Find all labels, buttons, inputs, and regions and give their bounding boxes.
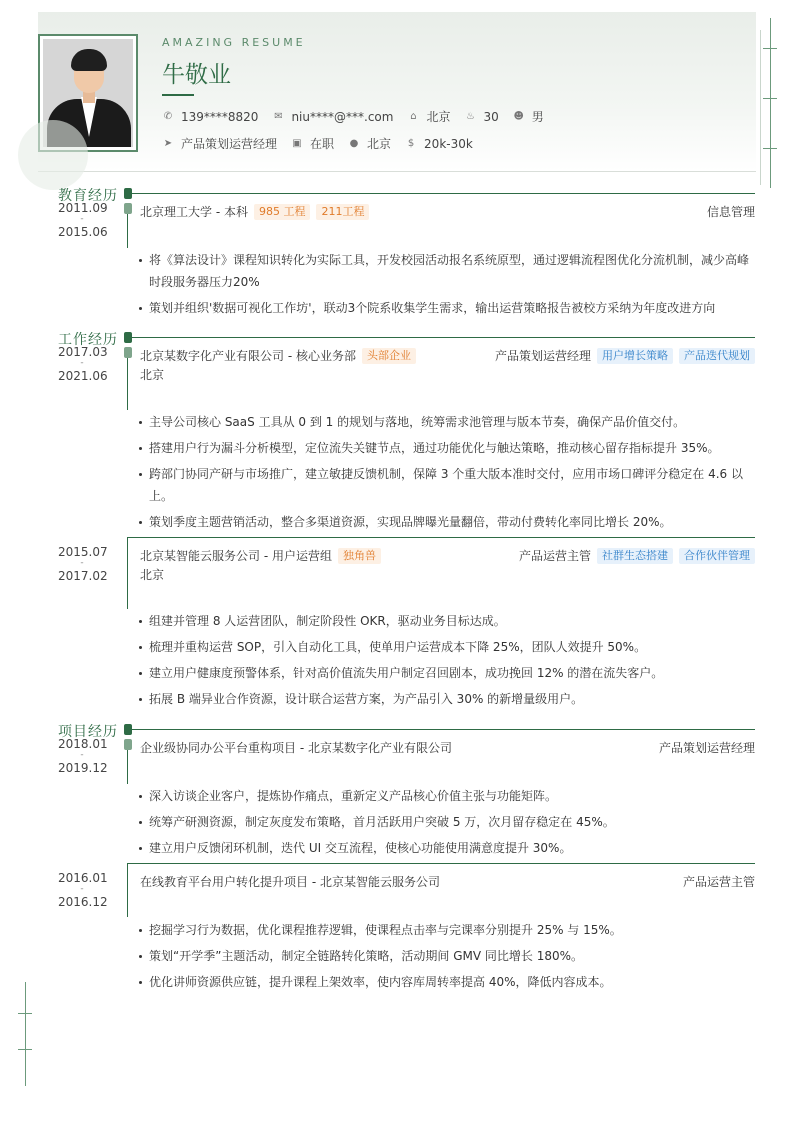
role-tag: 用户增长策略: [597, 348, 673, 364]
role-tag: 社群生态搭建: [597, 548, 673, 564]
education-bullets: [138, 249, 752, 323]
list-item: 拓展 B 端异业合作资源，设计联合运营方案，为产品引入 30% 的新增量级用户。: [138, 688, 752, 710]
project-role: 产品策划运营经理: [658, 741, 755, 755]
entry-start-date: 2016.01: [58, 871, 108, 885]
work-entry-header: [140, 547, 755, 564]
list-item: 策划并组织'数据可视化工作坊'，联动3个院系收集学生需求，输出运营策略报告被校方采纳为年度改进方向: [138, 297, 752, 319]
money-icon: $: [407, 138, 415, 149]
entry-divider: [128, 537, 755, 538]
work-city: 北京: [140, 568, 165, 582]
decorative-line: [760, 30, 761, 185]
section-divider: [130, 729, 755, 730]
entry-start-date: 2017.03: [58, 345, 108, 359]
entry-start-date: 2018.01: [58, 737, 108, 751]
role-tag: 产品迭代规划: [679, 348, 755, 364]
work-entry-header: [140, 347, 755, 364]
date-separator: -: [80, 750, 84, 760]
job-title: 产品运营主管: [518, 549, 591, 563]
list-item: 搭建用户行为漏斗分析模型，定位流失关键节点，通过功能优化与触达策略，推动核心留存指标提升 35%。: [138, 437, 752, 459]
entry-marker: [124, 203, 132, 214]
email-text: niu****@***.com: [291, 109, 394, 124]
entry-marker: [124, 739, 132, 750]
school-tag: 985 工程: [254, 204, 311, 220]
home-icon: ⌂: [410, 111, 417, 122]
project-role: 产品运营主管: [682, 875, 755, 889]
entry-timeline: [127, 358, 128, 410]
section-divider: [130, 193, 755, 194]
project-name: 企业级协同办公平台重构项目 - 北京某数字化产业有限公司: [140, 741, 452, 755]
section-title-education: 教育经历: [58, 188, 118, 204]
home-text: 北京: [426, 110, 451, 124]
decorative-circle: [18, 120, 88, 190]
section-title-work: 工作经历: [58, 332, 118, 348]
entry-start-date: 2011.09: [58, 201, 108, 215]
entry-timeline: [127, 214, 128, 248]
decorative-line: [763, 48, 777, 49]
phone-info: [162, 110, 258, 124]
list-item: 建立用户健康度预警体系，针对高价值流失用户制定召回剧本，成功挽回 12% 的潜在流失客户。: [138, 662, 752, 684]
job-intent-row: [162, 135, 487, 152]
project-bullets: [138, 785, 752, 863]
school-tag: 211工程: [316, 204, 369, 220]
decorative-line: [763, 98, 777, 99]
list-item: 策划“开学季”主题活动，制定全链路转化策略，活动期间 GMV 同比增长 180%。: [138, 945, 752, 967]
entry-start-date: 2015.07: [58, 545, 108, 559]
send-icon: ➤: [163, 138, 173, 149]
candidate-name: 牛敬业: [162, 62, 231, 88]
entry-end-date: 2016.12: [58, 895, 108, 909]
entry-timeline: [127, 863, 128, 917]
list-item: 跨部门协同产研与市场推广，建立敏捷反馈机制，保障 3 个重大版本准时交付，应用市场口碑评分稳定在 4.6 以上。: [138, 463, 752, 507]
contact-info-row: [162, 108, 558, 125]
list-item: 优化讲师资源供应链，提升课程上架效率，使内容库周转率提高 40%，降低内容成本。: [138, 971, 752, 993]
mail-icon: ✉: [274, 111, 283, 122]
education-entry-header: [140, 203, 755, 220]
resume-eyebrow: AMAZING RESUME: [162, 36, 306, 49]
job-title: 产品策划运营经理: [494, 349, 591, 363]
salary-info: [405, 137, 473, 151]
target-city-text: 北京: [367, 137, 392, 151]
date-separator: -: [80, 884, 84, 894]
age-info: [464, 110, 498, 124]
entry-timeline: [127, 750, 128, 784]
list-item: 将《算法设计》课程知识转化为实际工具，开发校园活动报名系统原型，通过逻辑流程图优化分流机制，减少高峰时段服务器压力20%: [138, 249, 752, 293]
entry-timeline: [127, 537, 128, 609]
decorative-line: [770, 18, 771, 188]
date-separator: -: [80, 558, 84, 568]
home-info: [407, 108, 450, 125]
school-name: 北京理工大学 - 本科: [140, 205, 248, 219]
project-entry-header: [140, 873, 755, 890]
status-info: [291, 135, 334, 152]
section-divider: [130, 337, 755, 338]
company-tag: 独角兽: [338, 548, 381, 564]
entry-end-date: 2015.06: [58, 225, 108, 239]
status-text: 在职: [310, 137, 335, 151]
location-icon: ●: [349, 138, 359, 149]
gender-text: 男: [531, 110, 544, 124]
resume-header: [38, 12, 756, 172]
name-underline: [162, 94, 194, 96]
decorative-line: [25, 982, 26, 1086]
company-tag: 头部企业: [362, 348, 416, 364]
entry-marker: [124, 347, 132, 358]
list-item: 统筹产研测资源，制定灰度发布策略，首月活跃用户突破 5 万，次月留存稳定在 45%。: [138, 811, 752, 833]
company-name: 北京某数字化产业有限公司 - 核心业务部: [140, 349, 356, 363]
work-city: 北京: [140, 368, 165, 382]
entry-end-date: 2017.02: [58, 569, 108, 583]
list-item: 深入访谈企业客户，提炼协作痛点，重新定义产品核心价值主张与功能矩阵。: [138, 785, 752, 807]
role-tag: 合作伙伴管理: [679, 548, 755, 564]
list-item: 挖掘学习行为数据，优化课程推荐逻辑，使课程点击率与完课率分别提升 25% 与 15%。: [138, 919, 752, 941]
project-bullets: [138, 919, 752, 997]
target-role-info: [162, 135, 277, 152]
work-bullets: [138, 411, 752, 537]
entry-end-date: 2019.12: [58, 761, 108, 775]
entry-divider: [128, 863, 755, 864]
date-separator: -: [80, 358, 84, 368]
project-name: 在线教育平台用户转化提升项目 - 北京某智能云服务公司: [140, 875, 440, 889]
major-name: 信息管理: [706, 205, 755, 219]
email-info: [272, 110, 393, 124]
phone-icon: ✆: [163, 111, 173, 122]
entry-end-date: 2021.06: [58, 369, 108, 383]
list-item: 梳理并重构运营 SOP，引入自动化工具，使单用户运营成本下降 25%，团队人效提升 50%。: [138, 636, 752, 658]
company-name: 北京某智能云服务公司 - 用户运营组: [140, 549, 332, 563]
target-role-text: 产品策划运营经理: [181, 137, 278, 151]
salary-text: 20k-30k: [424, 136, 473, 151]
list-item: 主导公司核心 SaaS 工具从 0 到 1 的规划与落地，统筹需求池管理与版本节奏，确保产品价值交付。: [138, 411, 752, 433]
briefcase-icon: ▣: [292, 138, 302, 149]
date-separator: -: [80, 214, 84, 224]
age-text: 30: [483, 109, 499, 124]
list-item: 策划季度主题营销活动，整合多渠道资源，实现品牌曝光量翻倍，带动付费转化率同比增长 20%。: [138, 511, 752, 533]
decorative-line: [18, 1013, 32, 1014]
target-city-info: [348, 135, 391, 152]
phone-text: 139****8820: [181, 109, 259, 124]
decorative-line: [18, 1049, 32, 1050]
cake-icon: ♨: [465, 111, 475, 122]
project-entry-header: [140, 739, 755, 756]
work-bullets: [138, 610, 752, 714]
list-item: 组建并管理 8 人运营团队，制定阶段性 OKR，驱动业务目标达成。: [138, 610, 752, 632]
face-icon: ☻: [513, 111, 524, 122]
gender-info: [513, 108, 544, 125]
section-title-projects: 项目经历: [58, 724, 118, 740]
list-item: 建立用户反馈闭环机制，迭代 UI 交互流程，使核心功能使用满意度提升 30%。: [138, 837, 752, 859]
decorative-line: [763, 148, 777, 149]
